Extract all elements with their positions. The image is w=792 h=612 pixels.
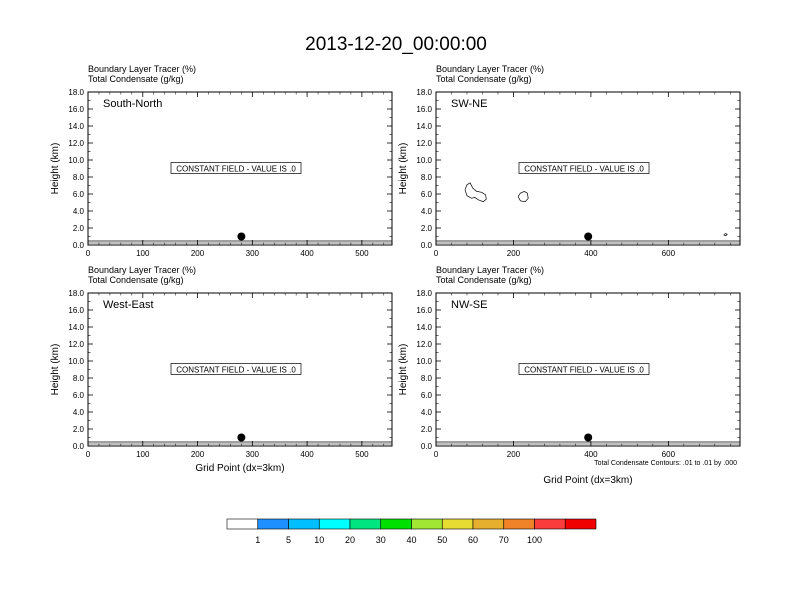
panel-label: SW-NE: [451, 98, 488, 110]
y-tick-label: 8.0: [420, 173, 432, 182]
colorbar-label: 60: [467, 535, 479, 545]
y-tick-label: 12.0: [68, 139, 84, 148]
y-tick-label: 16.0: [416, 105, 432, 114]
y-axis-label: Height (km): [50, 142, 61, 195]
y-tick-label: 16.0: [68, 105, 84, 114]
y-tick-label: 8.0: [72, 173, 84, 182]
y-tick-label: 14.0: [416, 122, 432, 131]
y-tick-label: 2.0: [72, 224, 84, 233]
y-tick-label: 0.0: [420, 241, 432, 250]
x-tick-label: 300: [245, 450, 260, 459]
panel-label: NW-SE: [451, 299, 488, 311]
y-tick-label: 8.0: [72, 374, 84, 383]
panel-label: South-North: [103, 98, 163, 110]
y-tick-label: 18.0: [68, 88, 84, 97]
y-tick-label: 6.0: [72, 391, 84, 400]
y-tick-label: 4.0: [72, 408, 84, 417]
y-tick-label: 16.0: [416, 306, 432, 315]
panel-header-line: Total Condensate (g/kg): [88, 275, 184, 285]
colorbar-swatch: [412, 519, 443, 529]
x-tick-label: 0: [85, 249, 91, 258]
panels: [50, 64, 740, 486]
y-tick-label: 4.0: [420, 408, 432, 417]
x-tick-label: 200: [190, 249, 205, 258]
panel-header-line: Boundary Layer Tracer (%): [88, 64, 197, 74]
colorbar-label: 70: [498, 535, 509, 545]
y-tick-label: 4.0: [72, 207, 84, 216]
colorbar-swatch: [504, 519, 535, 529]
y-tick-label: 18.0: [416, 289, 432, 298]
y-tick-label: 14.0: [68, 323, 84, 332]
condensate-contour: [465, 183, 486, 202]
y-tick-label: 10.0: [68, 156, 84, 165]
constant-field-message: CONSTANT FIELD - VALUE IS .0: [524, 164, 644, 174]
x-tick-label: 500: [355, 249, 369, 258]
y-tick-label: 18.0: [68, 289, 84, 298]
y-tick-label: 0.0: [72, 442, 84, 451]
y-tick-label: 10.0: [416, 357, 432, 366]
y-axis-label: Height (km): [50, 343, 61, 396]
y-tick-label: 12.0: [416, 139, 432, 148]
colorbar-swatch: [258, 519, 289, 529]
panel-south-north: [50, 64, 392, 258]
y-tick-label: 8.0: [420, 374, 432, 383]
y-tick-label: 4.0: [420, 207, 432, 216]
constant-field-message: CONSTANT FIELD - VALUE IS .0: [176, 164, 296, 174]
y-tick-label: 6.0: [72, 190, 84, 199]
contour-footnote: Total Condensate Contours: .01 to .01 by .000: [594, 460, 737, 467]
x-tick-label: 400: [300, 450, 314, 459]
panel-header-line: Total Condensate (g/kg): [88, 74, 184, 84]
x-axis-label: Grid Point (dx=3km): [195, 463, 285, 474]
colorbar-swatch: [473, 519, 504, 529]
colorbar-swatch: [535, 519, 566, 529]
panel-sw-ne: [398, 64, 740, 258]
y-tick-label: 14.0: [416, 323, 432, 332]
x-tick-label: 400: [584, 450, 598, 459]
colorbar-label: 20: [344, 535, 356, 545]
location-marker: [237, 233, 245, 241]
y-tick-label: 2.0: [420, 425, 432, 434]
colorbar: [227, 519, 596, 545]
y-tick-label: 18.0: [416, 88, 432, 97]
colorbar-label: 30: [375, 535, 386, 545]
colorbar-label: 10: [314, 535, 325, 545]
x-tick-label: 100: [136, 450, 150, 459]
y-tick-label: 10.0: [68, 357, 84, 366]
x-tick-label: 200: [190, 450, 205, 459]
colorbar-swatch: [442, 519, 473, 529]
y-tick-label: 2.0: [420, 224, 432, 233]
condensate-contour: [518, 191, 528, 201]
panel-header-line: Total Condensate (g/kg): [436, 74, 532, 84]
colorbar-label: 50: [437, 535, 448, 545]
x-axis-label: Grid Point (dx=3km): [543, 475, 633, 486]
colorbar-swatch: [381, 519, 412, 529]
y-axis-label: Height (km): [398, 343, 409, 396]
location-marker: [584, 434, 592, 442]
x-tick-label: 0: [85, 450, 91, 459]
x-tick-label: 600: [661, 249, 676, 258]
x-tick-label: 0: [433, 450, 439, 459]
colorbar-label: 1: [255, 535, 261, 545]
colorbar-swatch: [319, 519, 350, 529]
panel-header-line: Boundary Layer Tracer (%): [88, 265, 197, 275]
y-tick-label: 0.0: [420, 442, 432, 451]
panel-header-line: Total Condensate (g/kg): [436, 275, 532, 285]
colorbar-label: 40: [406, 535, 417, 545]
x-tick-label: 400: [584, 249, 598, 258]
location-marker: [584, 233, 592, 241]
y-tick-label: 12.0: [68, 340, 84, 349]
y-tick-label: 0.0: [72, 241, 84, 250]
y-tick-label: 2.0: [72, 425, 84, 434]
x-tick-label: 100: [136, 249, 150, 258]
colorbar-label: 5: [285, 535, 292, 545]
panel-label: West-East: [103, 299, 154, 311]
colorbar-swatch: [350, 519, 381, 529]
colorbar-label: 100: [526, 535, 543, 545]
x-tick-label: 200: [506, 450, 521, 459]
x-tick-label: 500: [355, 450, 369, 459]
x-tick-label: 400: [300, 249, 314, 258]
y-tick-label: 10.0: [416, 156, 432, 165]
panel-nw-se: [398, 265, 740, 486]
y-tick-label: 14.0: [68, 122, 84, 131]
x-tick-label: 200: [506, 249, 521, 258]
x-tick-label: 600: [661, 450, 676, 459]
location-marker: [237, 434, 245, 442]
x-tick-label: 300: [245, 249, 260, 258]
y-tick-label: 6.0: [420, 190, 432, 199]
colorbar-swatch: [227, 519, 258, 529]
colorbar-swatch: [289, 519, 320, 529]
y-tick-label: 16.0: [68, 306, 84, 315]
y-tick-label: 6.0: [420, 391, 432, 400]
panel-header-line: Boundary Layer Tracer (%): [436, 64, 545, 74]
x-tick-label: 0: [433, 249, 439, 258]
y-axis-label: Height (km): [398, 142, 409, 195]
constant-field-message: CONSTANT FIELD - VALUE IS .0: [524, 365, 644, 375]
main-title: 2013-12-20_00:00:00: [305, 34, 487, 55]
colorbar-swatch: [565, 519, 596, 529]
panel-header-line: Boundary Layer Tracer (%): [436, 265, 545, 275]
y-tick-label: 12.0: [416, 340, 432, 349]
panel-west-east: [50, 265, 392, 474]
constant-field-message: CONSTANT FIELD - VALUE IS .0: [176, 365, 296, 375]
condensate-contour: [724, 234, 728, 236]
